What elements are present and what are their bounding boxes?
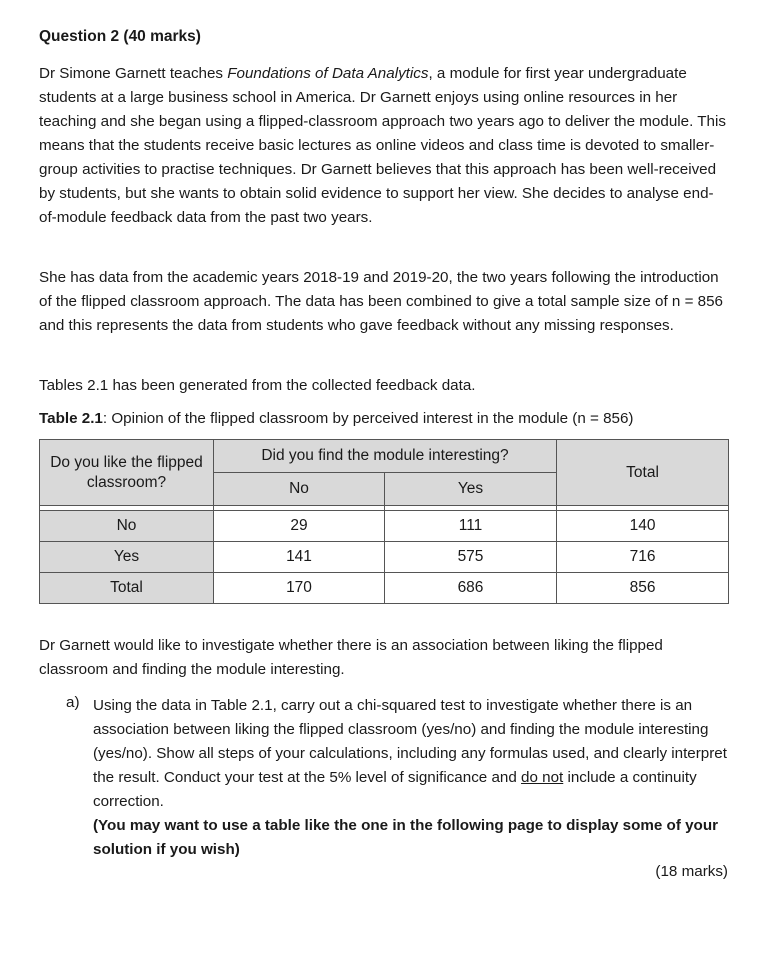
table-row [40,542,729,573]
part-a-body [93,694,733,862]
row-label: Yes [40,542,214,573]
question-heading: Question 2 (40 marks) [39,28,201,45]
investigation-paragraph: Dr Garnett would like to investigate whether there is an association between liking the flipped classroom and finding the module interesting. [39,637,663,678]
intro-paragraph [39,62,729,230]
row-label: Total [40,573,214,604]
row-header-cell [40,440,214,506]
column-header-no: No [214,473,385,506]
intro-text-start: Dr Simone Garnett teaches [39,65,228,82]
column-header-yes: Yes [385,473,557,506]
part-a-label: a) [66,694,80,711]
cell-value: 575 [385,542,557,573]
cell-value: 170 [214,573,385,604]
cell-total: 140 [557,511,729,542]
part-a-note: (You may want to use a table like the one in the following page to display some of your solution if you wish) [93,817,719,858]
cell-value: 686 [385,573,557,604]
part-a-text-end: include a continuity correction. [93,769,697,810]
table-caption-text: : Opinion of the flipped classroom by perceived interest in the module (n = 856) [102,410,634,427]
part-a-underlined: do not [521,769,564,786]
cell-value: 141 [214,542,385,573]
cell-total: 856 [557,573,729,604]
row-header-label: Do you like the flipped classroom? [50,453,203,491]
table-row [40,573,729,604]
module-name: Foundations of Data Analytics [227,65,429,82]
cell-value: 29 [214,511,385,542]
table-caption [39,410,633,427]
table-row [40,511,729,542]
part-a-marks: (18 marks) [655,863,728,880]
intro-text-rest: , a module for first year undergraduate students at a large business school in America. Dr Garnett enjoys using online resources in her teaching and she began using a flipped-classroom approach two years ago to deliver the module. This means that the students receive basic lectures as online videos and class time is devoted to smaller-group activities to practise techniques. Dr Garnett believes that this approach has been well-received by students, but she wants to obtain solid evidence to support her view. She decides to analyse end-of-module feedback data from the past two years. [39,65,726,226]
data-description-paragraph: She has data from the academic years 2018-19 and 2019-20, the two years following the introduction of the flipped classroom approach. The data has been combined to give a total sample size of n = 856 and this represents the data from students who gave feedback without any missing responses. [39,269,724,334]
row-label: No [40,511,214,542]
table-intro-paragraph: Tables 2.1 has been generated from the collected feedback data. [39,377,476,394]
part-a-text: Using the data in Table 2.1, carry out a chi-squared test to investigate whether there is an association between liking the flipped classroom (yes/no) and finding the module interesting (yes/no). Show all steps of your calculations, including any formulas used, and clearly interpret the result. Conduct your test at the 5% level of significance and [93,697,727,786]
cell-total: 716 [557,542,729,573]
cell-value: 111 [385,511,557,542]
total-column-header: Total [557,440,729,506]
table-caption-label: Table 2.1 [39,410,103,427]
column-group-header: Did you find the module interesting? [214,440,557,473]
contingency-table [39,439,729,604]
